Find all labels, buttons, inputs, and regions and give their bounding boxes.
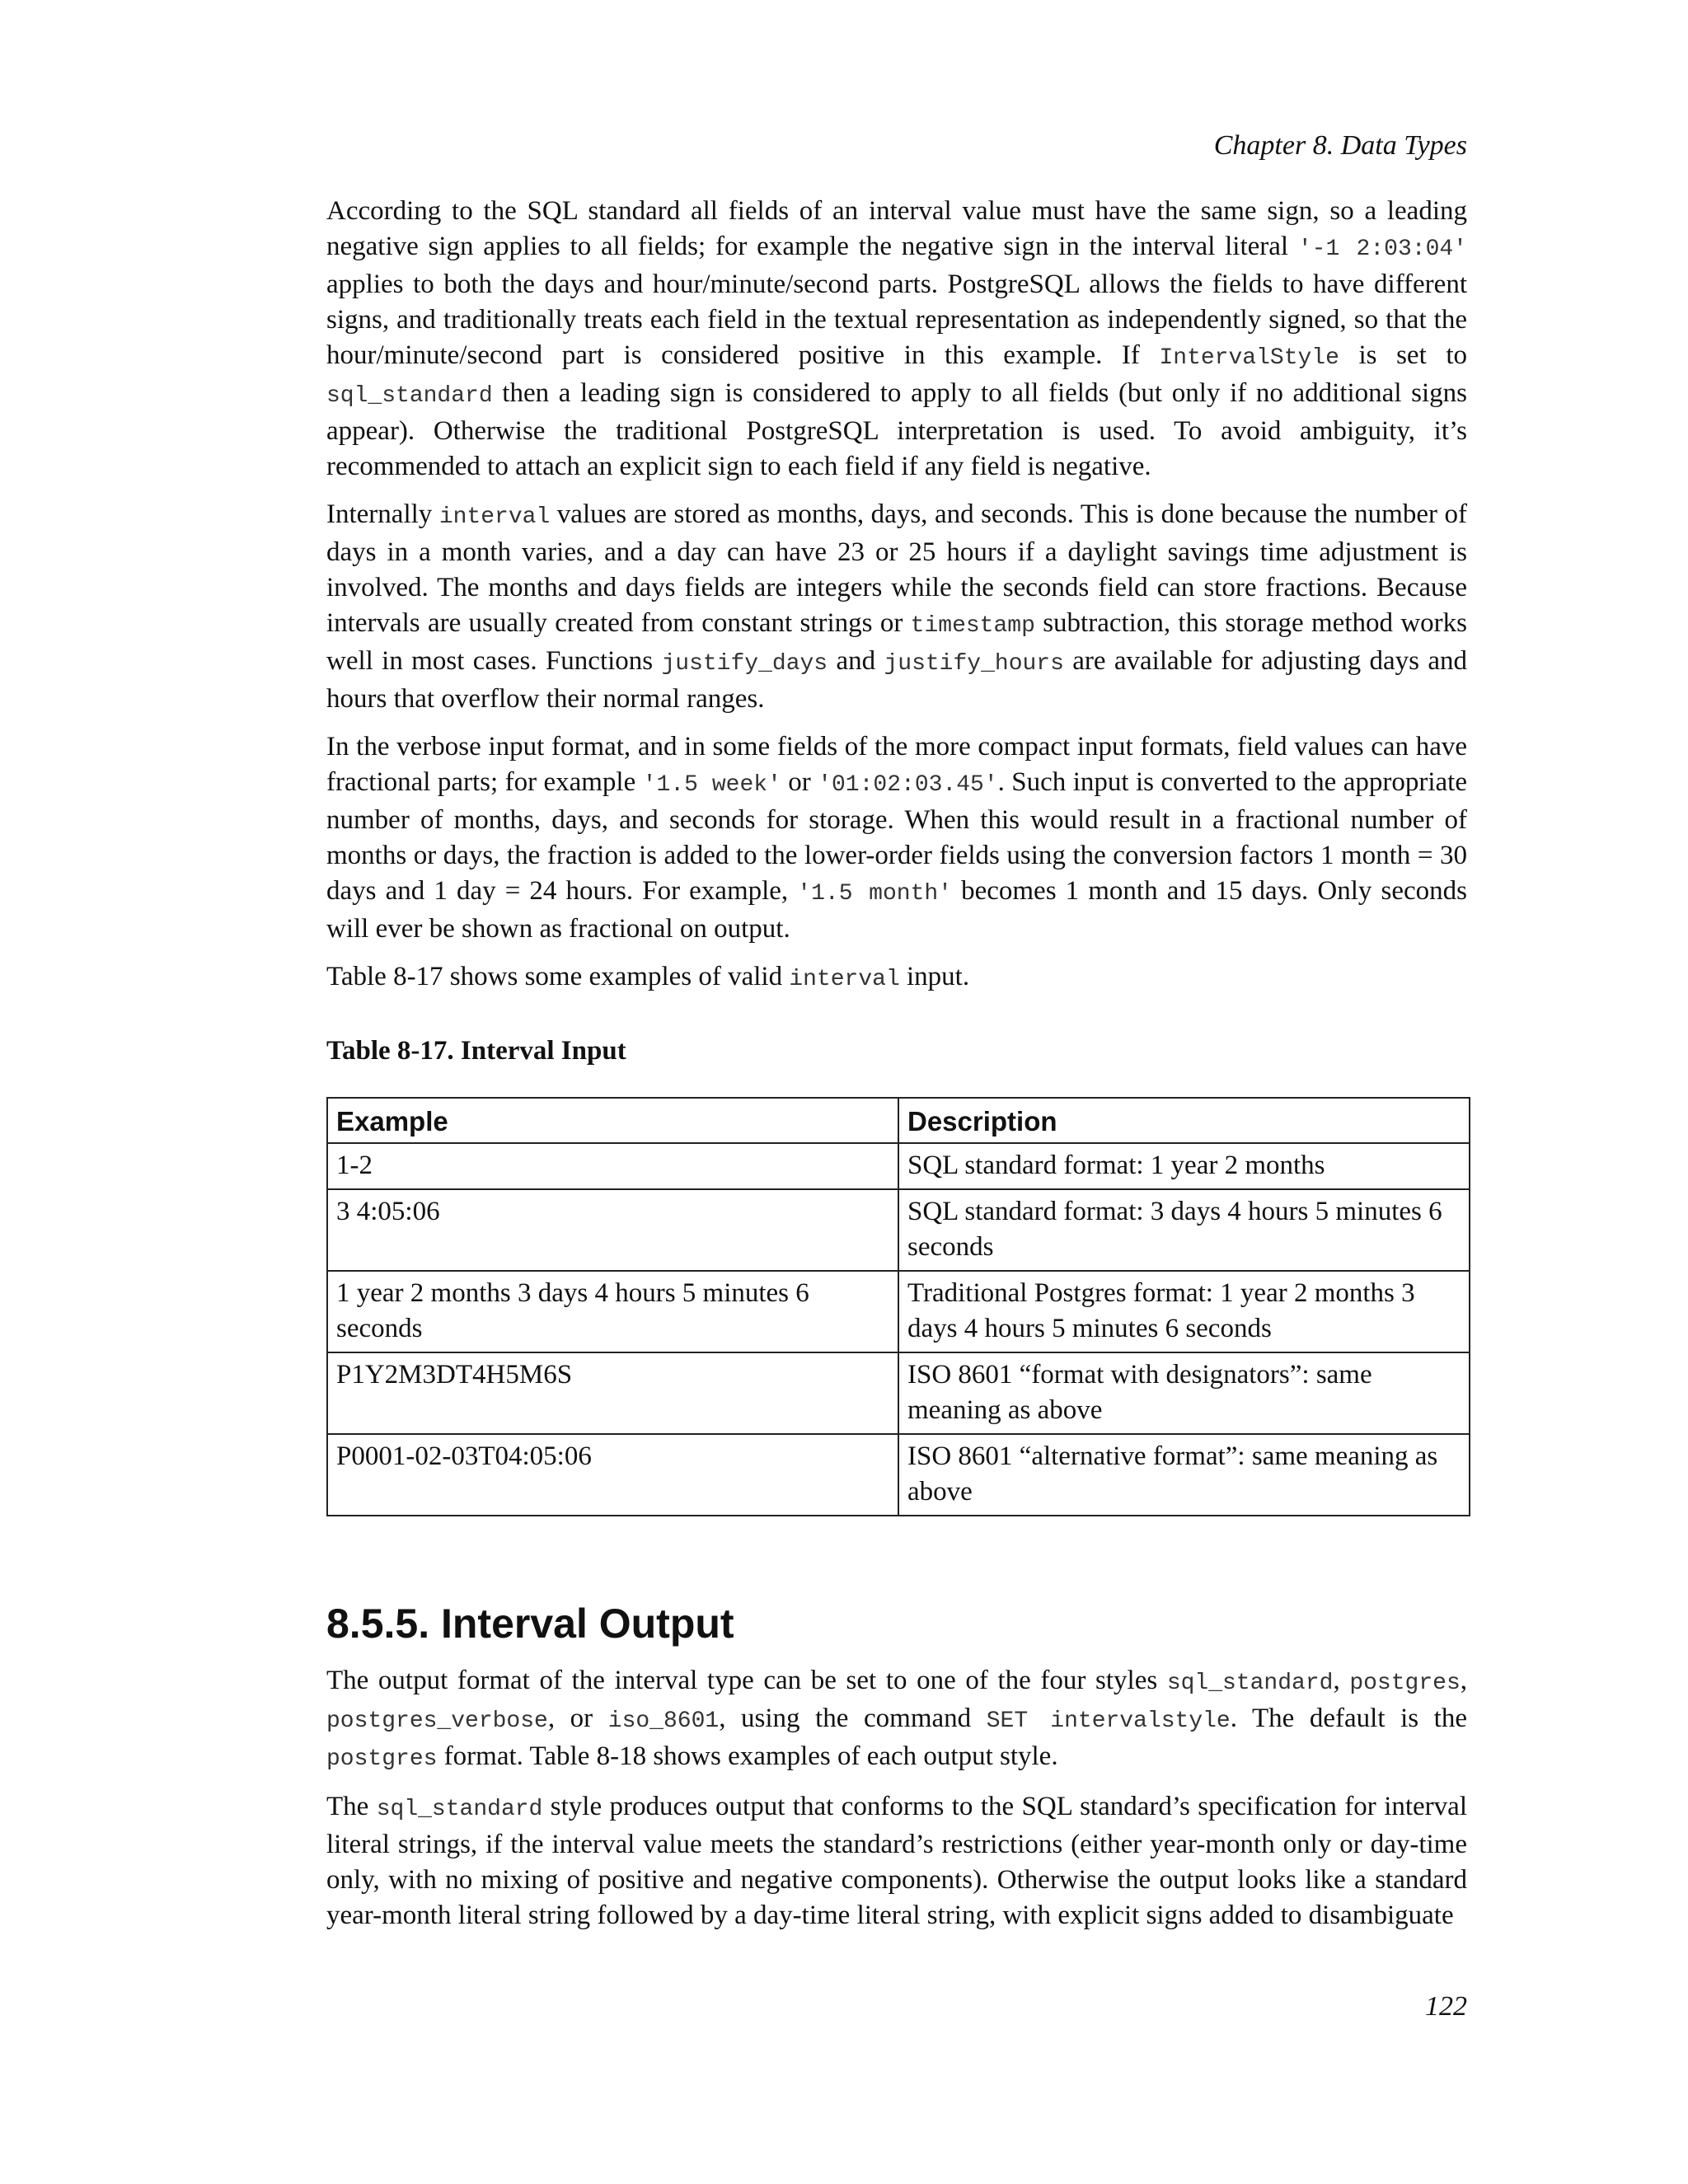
text-run: The [326,1792,377,1821]
code-literal: postgres_verbose [326,1708,548,1734]
paragraph-fractional-input [326,729,1467,947]
interval-input-table [326,1097,1470,1516]
text-run: values are stored as months, days, and seconds. This is done because the number of days in a month varies, and a day can have 23 or 25 hours if a daylight savings time adjustment is involved. The months and days fields are integers while the seconds field can store fractions. Because intervals are usually created from constant strings or [326,499,1467,638]
code-literal: justify_days [661,651,828,677]
text-run: format. Table 8-18 shows examples of each output style. [437,1741,1058,1771]
table-caption: Table 8-17. Interval Input [326,1036,626,1066]
section-heading: 8.5.5. Interval Output [326,1601,734,1647]
table-cell-example: 1-2 [327,1143,898,1189]
running-header: Chapter 8. Data Types [1213,130,1467,161]
table-row [327,1434,1470,1516]
table-cell-description: ISO 8601 “alternative format”: same meaning as above [898,1434,1470,1516]
code-literal: sql_standard [326,383,493,409]
code-literal: justify_hours [884,651,1064,677]
table-cell-example: 3 4:05:06 [327,1189,898,1271]
text-run: and [828,646,884,676]
code-literal: postgres [326,1746,438,1772]
text-run: are available for adjusting days and hours that overflow their normal ranges. [326,646,1467,714]
paragraph-output-styles [326,1663,1467,1777]
text-run: , using the command [719,1704,987,1733]
text-run: subtraction, this storage method works well in most cases. Functions [326,608,1467,676]
text-run: Table 8-17 shows some examples of valid [326,962,790,991]
table-cell-description: SQL standard format: 1 year 2 months [898,1143,1470,1189]
code-literal: sql_standard [376,1797,543,1822]
code-literal: iso_8601 [607,1708,720,1734]
table-cell-description: Traditional Postgres format: 1 year 2 months 3 days 4 hours 5 minutes 6 seconds [898,1271,1470,1352]
text-run: is set to [1339,340,1467,370]
table-header-row [327,1098,1470,1143]
text-run: The output format of the interval type can be set to one of the four styles [326,1666,1167,1695]
paragraph-table-intro [326,959,1467,997]
paragraph-sql-standard-style [326,1789,1467,1933]
table-cell-example: 1 year 2 months 3 days 4 hours 5 minutes 6 seconds [327,1271,898,1352]
text-run: becomes 1 month and 15 days. Only seconds will ever be shown as fractional on output. [326,876,1467,944]
table-cell-description: ISO 8601 “format with designators”: same meaning as above [898,1352,1470,1434]
code-literal: IntervalStyle [1159,345,1339,371]
code-literal: SET intervalstyle [986,1708,1231,1734]
page-content [326,194,1467,1946]
table-row [327,1271,1470,1352]
text-run: then a leading sign is considered to apply to all fields (but only if no additional signs appear). Otherwise the traditional PostgreSQL interpretation is used. To avoid ambiguity, it’s recommended to attach an explicit sign to each field if any field is negative. [326,378,1467,481]
table-row [327,1352,1470,1434]
text-run: According to the SQL standard all fields of an interval value must have the same sign, so a leading negative sign applies to all fields; for example the negative sign in the interval literal [326,196,1467,261]
text-run: , or [547,1704,608,1733]
code-literal: timestamp [910,613,1035,639]
text-run: . The default is the [1230,1704,1467,1733]
paragraph-internal-storage [326,497,1467,717]
text-run: input. [899,962,970,991]
paragraph-interval-sign [326,194,1467,485]
column-header-example: Example [327,1098,898,1143]
text-run: , [1460,1666,1467,1695]
code-literal: interval [789,967,900,992]
text-run: Internally [326,499,439,529]
code-literal: '-1 2:03:04' [1297,237,1467,262]
page-number: 122 [1425,1991,1467,2022]
table-row [327,1189,1470,1271]
code-literal: postgres [1349,1671,1461,1696]
text-run: applies to both the days and hour/minute/second parts. PostgreSQL allows the fields to have different signs, and traditionally treats each field in the textual representation as independently signed, so that the hour/minute/second part is considered positive in this example. If [326,269,1467,370]
code-literal: sql_standard [1166,1671,1334,1696]
table-cell-description: SQL standard format: 3 days 4 hours 5 minutes 6 seconds [898,1189,1470,1271]
table-row [327,1143,1470,1189]
text-run: or [781,767,818,797]
code-literal: '1.5 month' [797,881,952,907]
text-run: style produces output that conforms to the SQL standard’s specification for interval literal strings, if the interval value meets the standard’s restrictions (either year-month only or day-time only, with no mixing of positive and negative components). Otherwise the output looks like a standard year-month literal string followed by a day-time literal string, with explicit signs added to disambiguate [326,1792,1467,1930]
code-literal: '01:02:03.45' [818,772,998,798]
text-run: In the verbose input format, and in some fields of the more compact input formats, field values can have fractional parts; for example [326,732,1467,797]
code-literal: '1.5 week' [642,772,781,798]
code-literal: interval [438,504,551,530]
column-header-description: Description [898,1098,1470,1143]
table-cell-example: P0001-02-03T04:05:06 [327,1434,898,1516]
text-run: , [1333,1666,1350,1695]
text-run: . Such input is converted to the appropriate number of months, days, and seconds for storage. When this would result in a fractional number of months or days, the fraction is added to the lower-order fields using the conversion factors 1 month = 30 days and 1 day = 24 hours. For example, [326,767,1467,906]
table-cell-example: P1Y2M3DT4H5M6S [327,1352,898,1434]
